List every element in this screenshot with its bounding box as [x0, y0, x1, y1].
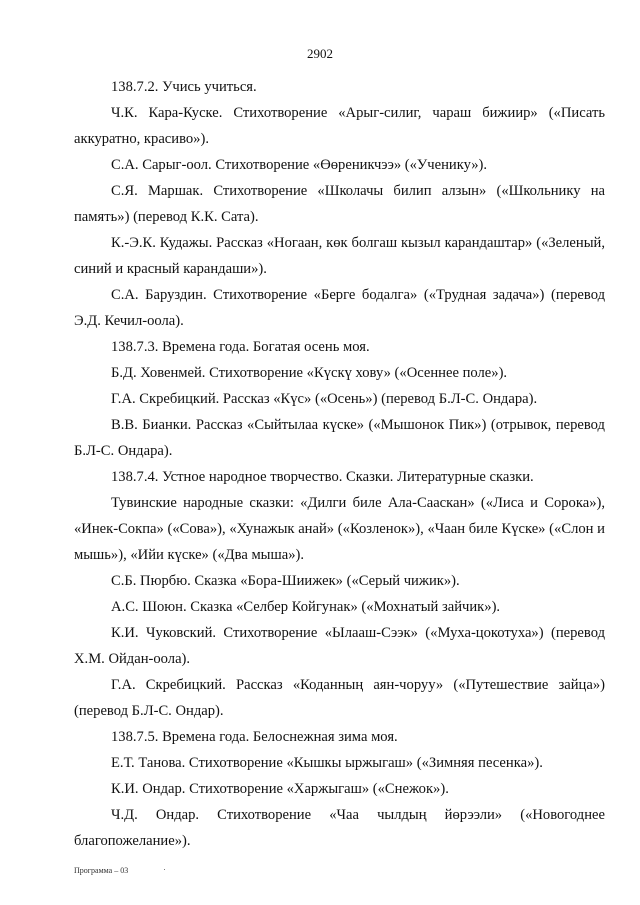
footer-label: Программа – 03: [74, 866, 129, 875]
paragraph: К.-Э.К. Кудажы. Рассказ «Ногаан, көк болгаш кызыл карандаштар» («Зеленый, синий и красный карандаши»).: [74, 235, 605, 277]
paragraph: Тувинские народные сказки: «Дилги биле Ала-Сааскан» («Лиса и Сорока»), «Инек-Сокпа» («Сова»), «Хунажык анай» («Козленок»), «Чаан биле Күске» («Слон и мышь»), «Ийи күске» («Два мыша»).: [74, 495, 605, 563]
section-heading-138-7-2: 138.7.2. Учись учиться.: [111, 79, 257, 95]
paragraph: Г.А. Скребицкий. Рассказ «Коданның аян-чоруу» («Путешествие зайца») (перевод Б.Л-С. Ондар).: [74, 677, 605, 719]
paragraph: К.И. Ондар. Стихотворение «Харжыгаш» («Снежок»).: [111, 781, 449, 797]
paragraph: В.В. Бианки. Рассказ «Сыйтылаа күске» («Мышонок Пик») (отрывок, перевод Б.Л-С. Ондара).: [74, 417, 605, 459]
paragraph: А.С. Шоюн. Сказка «Селбер Койгунак» («Мохнатый зайчик»).: [111, 599, 501, 615]
page-number: 2902: [307, 46, 333, 61]
paragraph: С.Б. Пюрбю. Сказка «Бора-Шиижек» («Серый чижик»).: [111, 573, 460, 589]
paragraph: Б.Д. Ховенмей. Стихотворение «Күскү хову» («Осеннее поле»).: [111, 365, 508, 381]
section-heading-138-7-3: 138.7.3. Времена года. Богатая осень моя.: [111, 339, 370, 355]
paragraph: С.А. Сарыг-оол. Стихотворение «Өөреникчээ» («Ученику»).: [111, 157, 488, 173]
paragraph: С.А. Баруздин. Стихотворение «Берге бодалга» («Трудная задача») (перевод Э.Д. Кечил-оола).: [74, 287, 605, 329]
scan-speck: [164, 869, 165, 870]
document-body: [74, 74, 605, 854]
paragraph: Ч.Д. Ондар. Стихотворение «Чаа чылдың йөрээли» («Новогоднее благопожелание»).: [74, 807, 605, 849]
paragraph: К.И. Чуковский. Стихотворение «Ылааш-Сээк» («Муха-цокотуха») (перевод Х.М. Ойдан-оола).: [74, 625, 605, 667]
section-heading-138-7-4: 138.7.4. Устное народное творчество. Сказки. Литературные сказки.: [111, 469, 534, 485]
paragraph: Ч.К. Кара-Куске. Стихотворение «Арыг-силиг, чараш бижиир» («Писать аккуратно, красиво»).: [74, 105, 605, 147]
paragraph: С.Я. Маршак. Стихотворение «Школачы билип алзын» («Школьнику на память») (перевод К.К. Сата).: [74, 183, 605, 225]
section-heading-138-7-5: 138.7.5. Времена года. Белоснежная зима моя.: [111, 729, 398, 745]
paragraph: Г.А. Скребицкий. Рассказ «Күс» («Осень») (перевод Б.Л-С. Ондара).: [111, 391, 538, 407]
paragraph: Е.Т. Танова. Стихотворение «Кышкы ыржыгаш» («Зимняя песенка»).: [111, 755, 543, 771]
